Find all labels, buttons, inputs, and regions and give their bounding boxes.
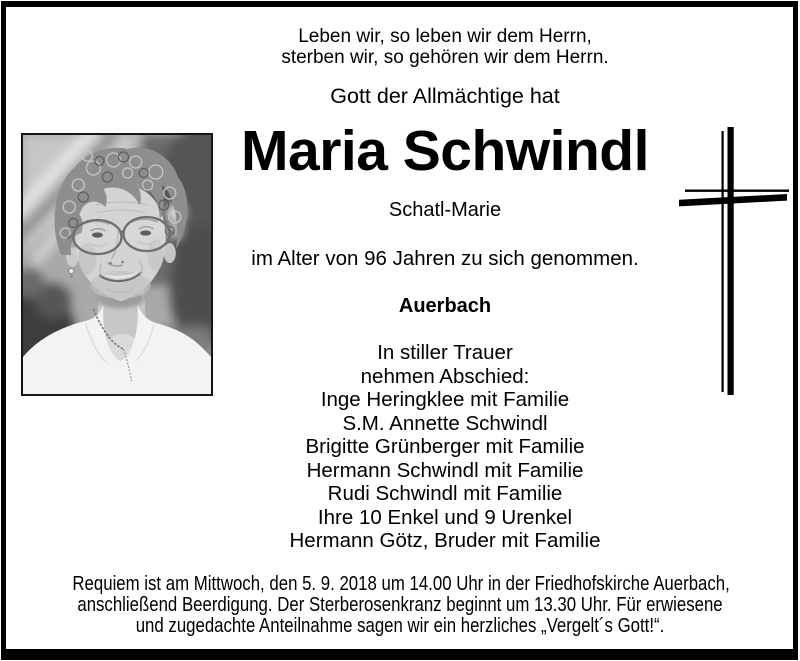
- portrait-photo-image: [23, 135, 211, 394]
- funeral-details: [72, 573, 730, 637]
- epigraph: [215, 27, 675, 68]
- mourner-name: Hermann Schwindl mit Familie: [306, 458, 584, 482]
- mourning-header-line: In stiller Trauer: [377, 341, 513, 364]
- funeral-details-line: und zugedachte Anteilnahme sagen wir ein herzliches „Vergelt´s Gott!“.: [135, 614, 665, 637]
- age-line: im Alter von 96 Jahren zu sich genommen.: [251, 247, 639, 270]
- mourner-name: Inge Heringklee mit Familie: [320, 388, 570, 411]
- intro-line: Gott der Allmächtige hat: [330, 84, 560, 108]
- epigraph-line: sterben wir, so gehören wir dem Herrn.: [281, 46, 609, 68]
- cross-icon-image: [672, 126, 792, 398]
- mourner-name: S.M. Annette Schwindl: [342, 411, 548, 435]
- cross-icon: [672, 126, 792, 398]
- mourner-name: Hermann Götz, Bruder mit Familie: [289, 529, 601, 552]
- mourner-name: Rudi Schwindl mit Familie: [327, 482, 563, 505]
- funeral-details-line: Requiem ist am Mittwoch, den 5. 9. 2018 um 14.00 Uhr in der Friedhofskirche Auerbach,: [72, 573, 730, 595]
- mourning-header-line: nehmen Abschied:: [360, 364, 530, 388]
- portrait-photo: [21, 133, 213, 396]
- mourner-name: Ihre 10 Enkel und 9 Urenkel: [317, 505, 573, 529]
- funeral-details-line: anschließend Beerdigung. Der Sterberosenkranz beginnt um 13.30 Uhr. Für erwiesene: [77, 593, 723, 616]
- mourner-name: Brigitte Grünberger mit Familie: [305, 435, 585, 458]
- mourners-list: [215, 341, 675, 553]
- deceased-name: Maria Schwindl: [241, 119, 649, 183]
- epigraph-line: Leben wir, so leben wir dem Herrn,: [298, 26, 592, 47]
- place-name: Auerbach: [398, 295, 492, 317]
- nickname: Schatl-Marie: [388, 199, 502, 221]
